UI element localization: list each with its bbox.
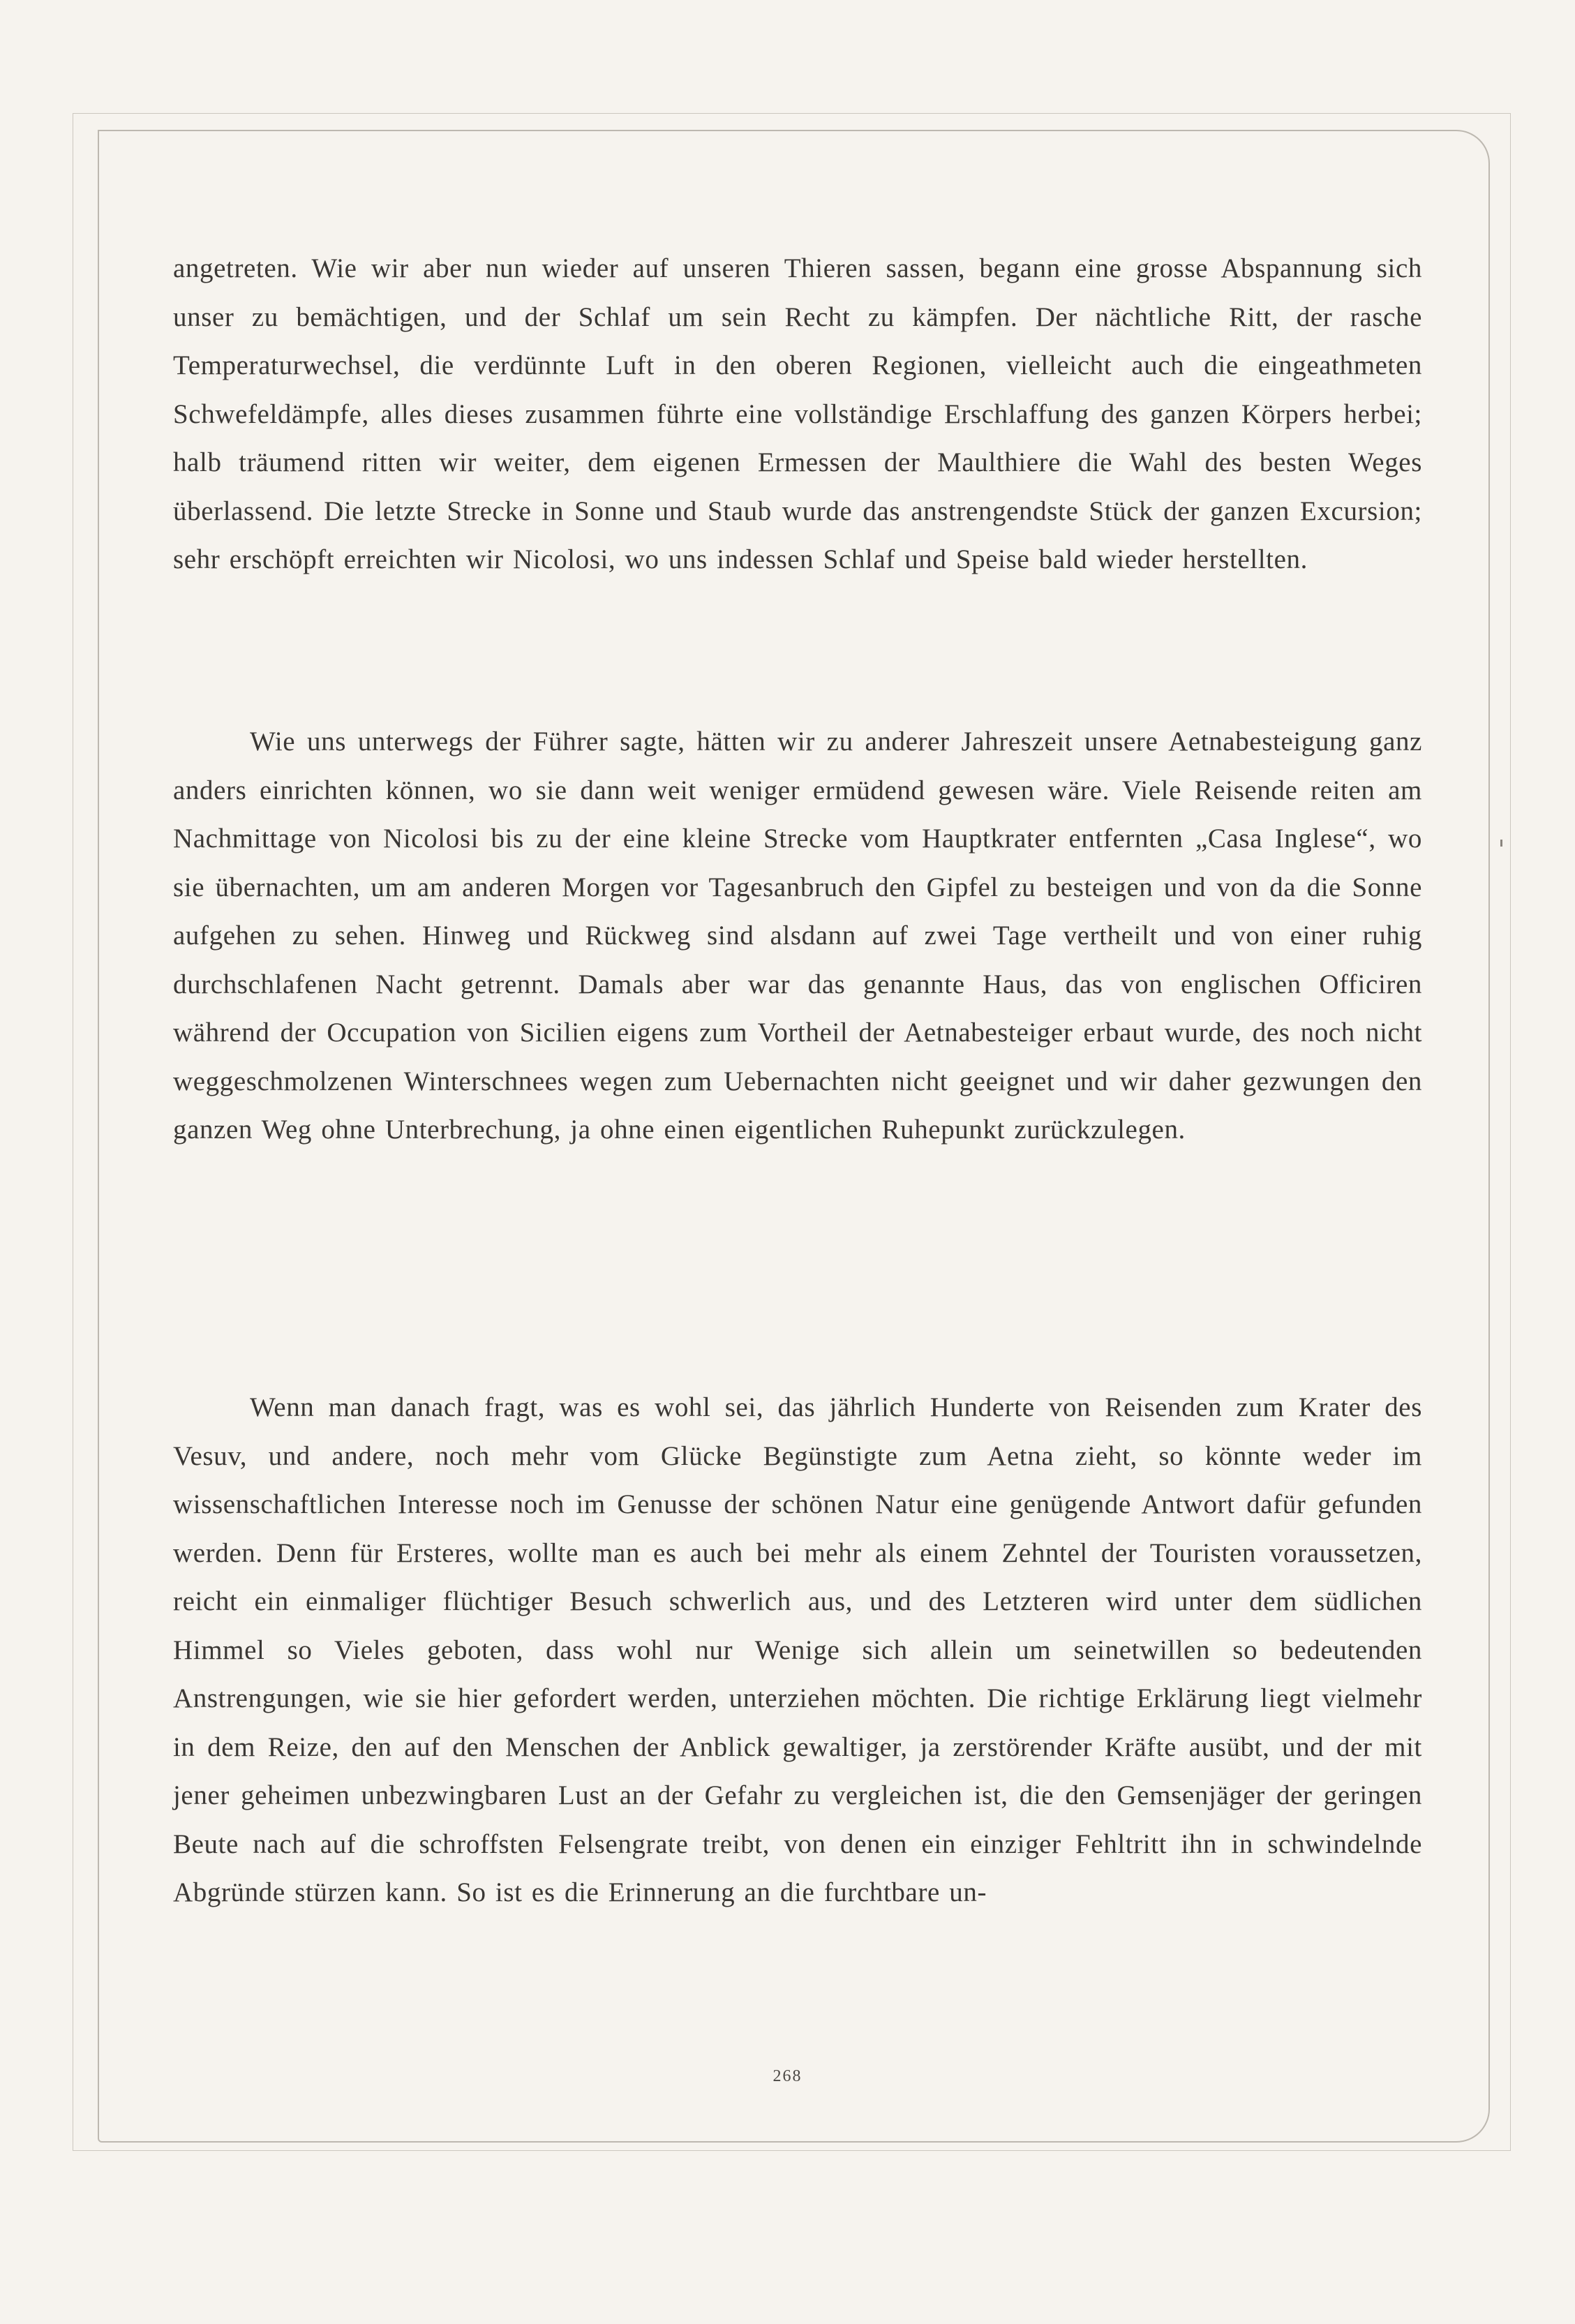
page-number: 268 xyxy=(772,2067,803,2085)
paragraph-block-3 xyxy=(173,1383,1422,1917)
paragraph-vesuv-aetna: Wenn man danach fragt, was es wohl sei, das jährlich Hunderte von Reisenden zum Krater des Vesuv, und andere, noch mehr vom Glücke Begünstigte zum Aetna zieht, so könnte weder im wissenschaftlichen Interesse noch im Genusse der schönen Natur eine genügende Antwort dafür gefunden werden. Denn für Ersteres, wollte man es auch bei mehr als einem Zehntel der Touristen voraussetzen, reicht ein einmaliger flüchtiger Besuch schwerlich aus, und des Letzteren wird unter dem südlichen Himmel so Vieles geboten, dass wohl nur Wenige sich allein um seinetwillen so bedeutenden Anstrengungen, wie sie hier gefordert werden, unterziehen möchten. Die richtige Erklärung liegt vielmehr in dem Reize, den auf den Menschen der Anblick gewaltiger, ja zerstörender Kräfte ausübt, und der mit jener geheimen unbezwingbaren Lust an der Gefahr zu vergleichen ist, die den Gemsenjäger der geringen Beute nach auf die schroffsten Felsengrate treibt, von denen ein einziger Fehltritt ihn in schwindelnde Abgründe stürzen kann. So ist es die Erinnerung an die furchtbare un- xyxy=(173,1392,1422,1907)
margin-mark xyxy=(1500,840,1502,847)
paragraph-block-2 xyxy=(173,717,1422,1154)
paragraph-casa-inglese: Wie uns unterwegs der Führer sagte, hätten wir zu anderer Jahreszeit unsere Aetnabesteigung ganz anders einrichten können, wo sie dann weit weniger ermüdend gewesen wäre. Viele Reisende reiten am Nachmittage von Nicolosi bis zu der eine kleine Strecke vom Hauptkrater entfernten „Casa Inglese“, wo sie übernachten, um am anderen Morgen vor Tagesanbruch den Gipfel zu besteigen und von da die Sonne aufgehen zu sehen. Hinweg und Rückweg sind alsdann auf zwei Tage vertheilt und von einer ruhig durchschlafenen Nacht getrennt. Damals aber war das genannte Haus, das von englischen Officiren während der Occupation von Sicilien eigens zum Vortheil der Aetnabesteiger erbaut wurde, des noch nicht weggeschmolzenen Winterschnees wegen zum Uebernachten nicht geeignet und wir daher gezwungen den ganzen Weg ohne Unterbrechung, ja ohne einen eigentlichen Ruhepunkt zurückzulegen. xyxy=(173,727,1422,1145)
paragraph-continuation: angetreten. Wie wir aber nun wieder auf unseren Thieren sassen, begann eine grosse Abspannung sich unser zu bemächtigen, und der Schlaf um sein Recht zu kämpfen. Der nächtliche Ritt, der rasche Temperaturwechsel, die verdünnte Luft in den oberen Regionen, vielleicht auch die eingeathmeten Schwefeldämpfe, alles dieses zusammen führte eine vollständige Erschlaffung des ganzen Körpers herbei; halb träumend ritten wir weiter, dem eigenen Ermessen der Maulthiere die Wahl des besten Weges überlassend. Die letzte Strecke in Sonne und Staub wurde das anstrengendste Stück der ganzen Excursion; sehr erschöpft erreichten wir Nicolosi, wo uns indessen Schlaf und Speise bald wieder herstellten. xyxy=(173,253,1422,574)
paragraph-block-1 xyxy=(173,244,1422,584)
